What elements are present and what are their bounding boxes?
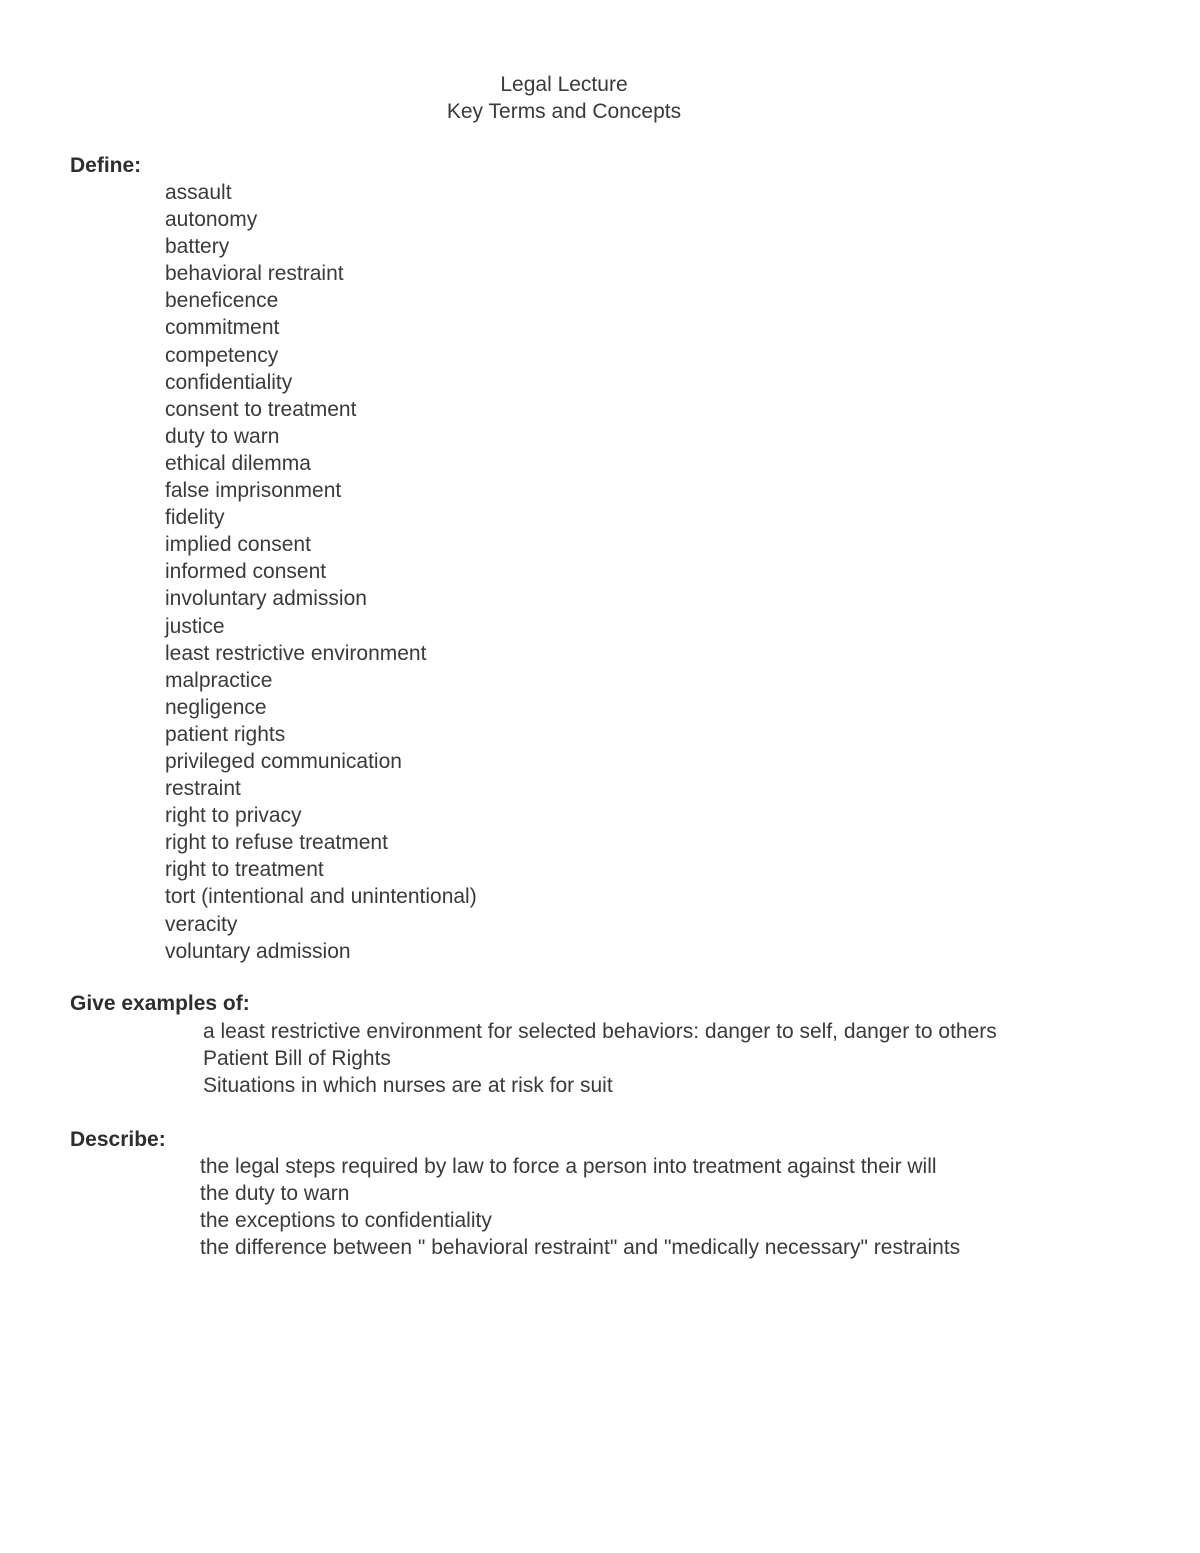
list-item: fidelity <box>165 506 225 530</box>
list-item: the exceptions to confidentiality <box>200 1209 492 1233</box>
define-heading: Define: <box>70 154 142 177</box>
list-item: right to refuse treatment <box>165 831 388 855</box>
list-item: right to privacy <box>165 804 302 828</box>
list-item: right to treatment <box>165 858 324 882</box>
list-item: battery <box>165 235 230 259</box>
list-item: justice <box>165 614 225 638</box>
list-item: a least restrictive environment for selected behaviors: danger to self, danger to others <box>203 1020 997 1043</box>
list-item: commitment <box>165 316 280 340</box>
list-item: beneficence <box>165 289 279 313</box>
define-term-list <box>165 179 477 965</box>
list-item: behavioral restraint <box>165 262 344 286</box>
list-item: informed consent <box>165 560 327 584</box>
list-item: least restrictive environment <box>165 641 427 665</box>
list-item: implied consent <box>165 533 311 557</box>
list-item: privileged communication <box>165 749 402 773</box>
list-item: the duty to warn <box>200 1182 350 1206</box>
list-item: Situations in which nurses are at risk for suit <box>203 1074 613 1098</box>
document-title: Legal Lecture <box>500 73 628 96</box>
list-item: autonomy <box>165 208 258 232</box>
list-item: veracity <box>165 912 238 936</box>
list-item: ethical dilemma <box>165 451 311 475</box>
list-item: the legal steps required by law to force a person into treatment against their will <box>200 1155 937 1178</box>
list-item: voluntary admission <box>165 939 351 963</box>
examples-list <box>203 1018 1053 1099</box>
list-item: tort (intentional and unintentional) <box>165 885 477 909</box>
list-item: assault <box>165 181 232 204</box>
list-item: negligence <box>165 695 267 719</box>
list-item: competency <box>165 343 279 367</box>
title-block <box>0 71 1128 125</box>
examples-heading: Give examples of: <box>70 992 250 1015</box>
list-item: restraint <box>165 777 241 801</box>
list-item: duty to warn <box>165 424 280 448</box>
list-item: involuntary admission <box>165 587 367 611</box>
list-item: consent to treatment <box>165 397 357 421</box>
list-item: the difference between " behavioral restraint" and "medically necessary" restraints <box>200 1236 961 1260</box>
describe-heading: Describe: <box>70 1128 166 1151</box>
list-item: Patient Bill of Rights <box>203 1047 391 1071</box>
list-item: malpractice <box>165 668 273 692</box>
list-item: false imprisonment <box>165 479 342 503</box>
list-item: patient rights <box>165 722 286 746</box>
list-item: confidentiality <box>165 370 293 394</box>
describe-list <box>200 1153 960 1261</box>
document-subtitle: Key Terms and Concepts <box>446 100 682 123</box>
